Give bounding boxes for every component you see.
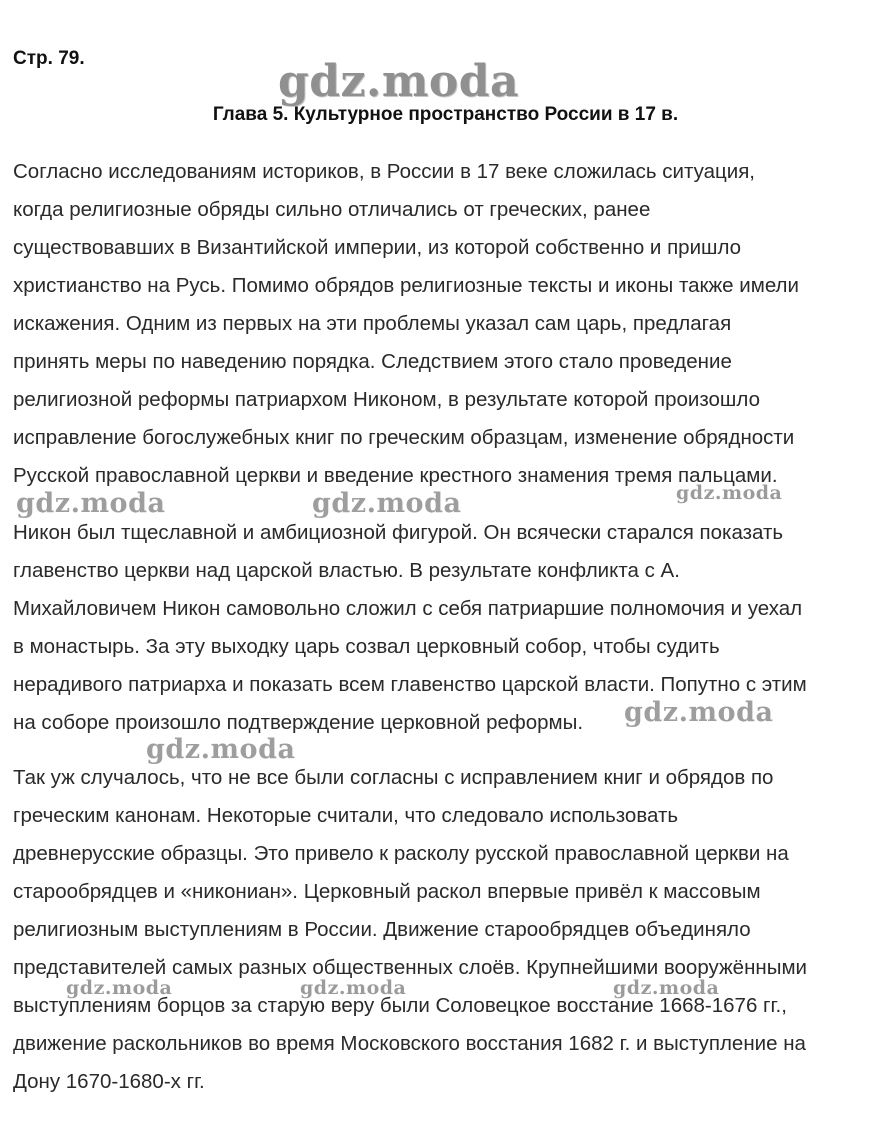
watermark: gdz.moda bbox=[624, 697, 774, 728]
page-number: Стр. 79. bbox=[13, 48, 85, 69]
text-line: в монастырь. За эту выходку царь созвал церковный собор, чтобы судить bbox=[13, 635, 720, 658]
chapter-title: Глава 5. Культурное пространство России в 17 в. bbox=[212, 104, 679, 125]
text-line: когда религиозные обряды сильно отличались от греческих, ранее bbox=[13, 198, 651, 221]
watermark: gdz.moda bbox=[300, 977, 407, 999]
watermark: gdz.moda bbox=[66, 977, 173, 999]
text-line: старообрядцев и «никониан». Церковный раскол впервые привёл к массовым bbox=[13, 880, 761, 903]
watermark: gdz.moda bbox=[613, 977, 720, 999]
text-line: Никон был тщеславной и амбициозной фигурой. Он всячески старался показать bbox=[13, 521, 784, 544]
text-line: движение раскольников во время Московского восстания 1682 г. и выступление на bbox=[13, 1032, 806, 1055]
text-line: христианство на Русь. Помимо обрядов религиозные тексты и иконы также имели bbox=[13, 274, 799, 297]
text-line: древнерусские образцы. Это привело к расколу русской православной церкви на bbox=[13, 842, 789, 865]
text-line: греческим канонам. Некоторые считали, что следовало использовать bbox=[13, 804, 679, 827]
text-line: религиозной реформы патриархом Никоном, в результате которой произошло bbox=[13, 388, 760, 411]
text-line: Михайловичем Никон самовольно сложил с себя патриаршие полномочия и уехал bbox=[13, 597, 803, 620]
watermark: gdz.moda bbox=[312, 488, 462, 519]
text-line: главенство церкви над царской властью. В результате конфликта с А. bbox=[13, 559, 680, 582]
text-line: принять меры по наведению порядка. Следствием этого стало проведение bbox=[13, 350, 732, 373]
paragraph-3 bbox=[13, 759, 873, 1101]
watermark-logo: gdz.moda bbox=[278, 56, 520, 107]
text-line: Дону 1670-1680-х гг. bbox=[13, 1070, 205, 1093]
watermark: gdz.moda bbox=[146, 734, 296, 765]
text-line: выступлениям борцов за старую веру были Соловецкое восстание 1668-1676 гг., bbox=[13, 994, 787, 1017]
text-line: религиозным выступлениям в России. Движение старообрядцев объединяло bbox=[13, 918, 751, 941]
text-line: представителей самых разных общественных слоёв. Крупнейшими вооружёнными bbox=[13, 956, 808, 979]
paragraph-1 bbox=[13, 153, 873, 495]
text-line: исправление богослужебных книг по греческим образцам, изменение обрядности bbox=[13, 426, 795, 449]
watermark: gdz.moda bbox=[16, 488, 166, 519]
text-line: на соборе произошло подтверждение церковной реформы. bbox=[13, 711, 584, 734]
text-line: нерадивого патриарха и показать всем главенство царской власти. Попутно с этим bbox=[13, 673, 807, 696]
text-line: Согласно исследованиям историков, в России в 17 веке сложилась ситуация, bbox=[13, 160, 756, 183]
text-line: существовавших в Византийской империи, из которой собственно и пришло bbox=[13, 236, 742, 259]
text-line: Русской православной церкви и введение крестного знамения тремя пальцами. bbox=[13, 464, 778, 487]
watermark: gdz.moda bbox=[676, 482, 783, 504]
text-line: искажения. Одним из первых на эти проблемы указал сам царь, предлагая bbox=[13, 312, 732, 335]
text-line: Так уж случалось, что не все были согласны с исправлением книг и обрядов по bbox=[13, 766, 774, 789]
